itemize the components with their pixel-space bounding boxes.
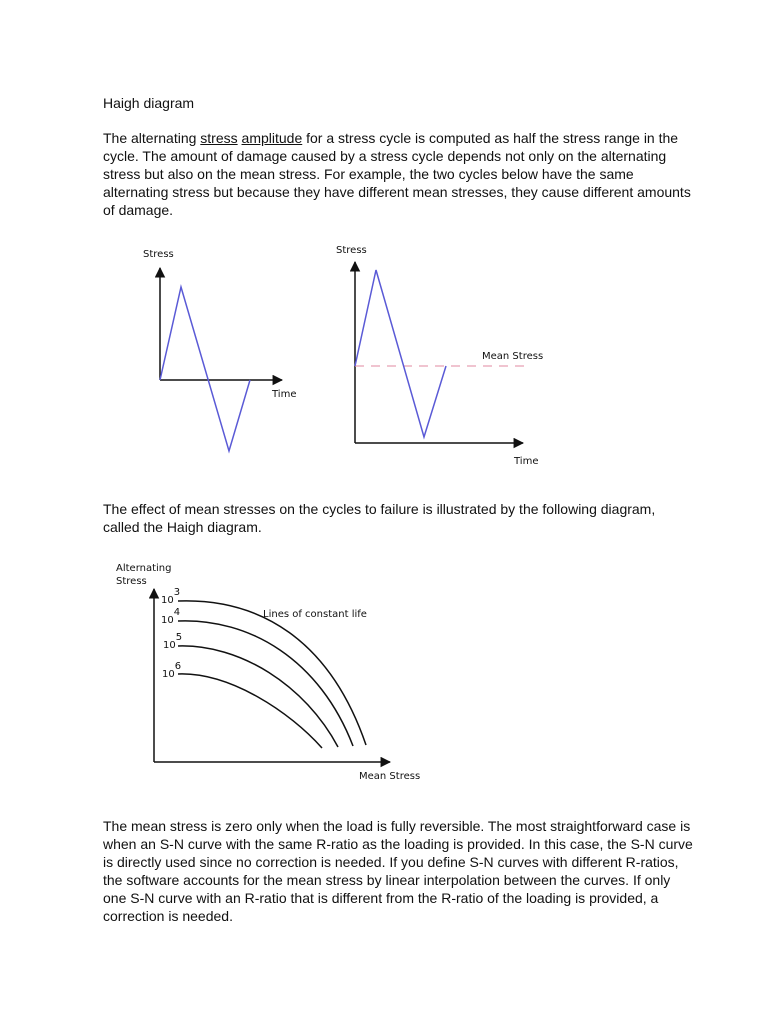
intro-text-end: for a stress cycle is computed as half the stress range in the cycle. The amount of damage caused by a stress cycle depends not only on the alternating stress but also on the mean stress. For example, the two cycles below have the same alternating stress but because they have different mean stresses, they cause different amounts of damage. (103, 130, 691, 218)
haigh-y-label-line2: Stress (116, 576, 147, 587)
cycle2-y-label: Stress (336, 245, 367, 256)
constant-life-annotation: Lines of constant life (263, 609, 367, 620)
cycle2-x-label: Time (514, 456, 539, 467)
curve-label-1e6: 106 (162, 661, 182, 680)
constant-life-curve-1e6 (178, 674, 322, 748)
haigh-x-label: Mean Stress (359, 771, 421, 782)
cycle-nonzero-mean-figure (336, 245, 543, 467)
curve-label-1e5: 105 (163, 632, 183, 651)
cycle1-waveform (160, 287, 250, 451)
stress-link[interactable]: stress (200, 130, 238, 146)
curve-label-1e3: 103 (161, 587, 181, 606)
mean-stress-label: Mean Stress (482, 351, 544, 362)
haigh-y-label-line1: Alternating (116, 563, 172, 574)
cycle1-y-label: Stress (143, 249, 174, 260)
cycle-zero-mean-figure (143, 249, 296, 451)
cycle2-waveform (355, 270, 446, 437)
curve-label-1e4: 104 (161, 607, 181, 626)
intro-text-start: The alternating (103, 130, 201, 146)
effect-paragraph: The effect of mean stresses on the cycles to failure is illustrated by the following diagram, called the Haigh diagram. (103, 501, 656, 535)
page-title: Haigh diagram (103, 95, 195, 111)
cycle1-x-label: Time (272, 389, 297, 400)
amplitude-link[interactable]: amplitude (241, 130, 303, 146)
mean-stress-paragraph: The mean stress is zero only when the load is fully reversible. The most straightforward case is when an S-N curve with the same R-ratio as the loading is provided. In this case, the S-N curve is directly used since no correction is needed. If you define S-N curves with different R-ratios, the software accounts for the mean stress by linear interpolation between the curves. If only one S-N curve with an R-ratio that is different from the R-ratio of the loading is provided, a correction is needed. (103, 818, 693, 924)
haigh-diagram-figure (116, 563, 420, 782)
